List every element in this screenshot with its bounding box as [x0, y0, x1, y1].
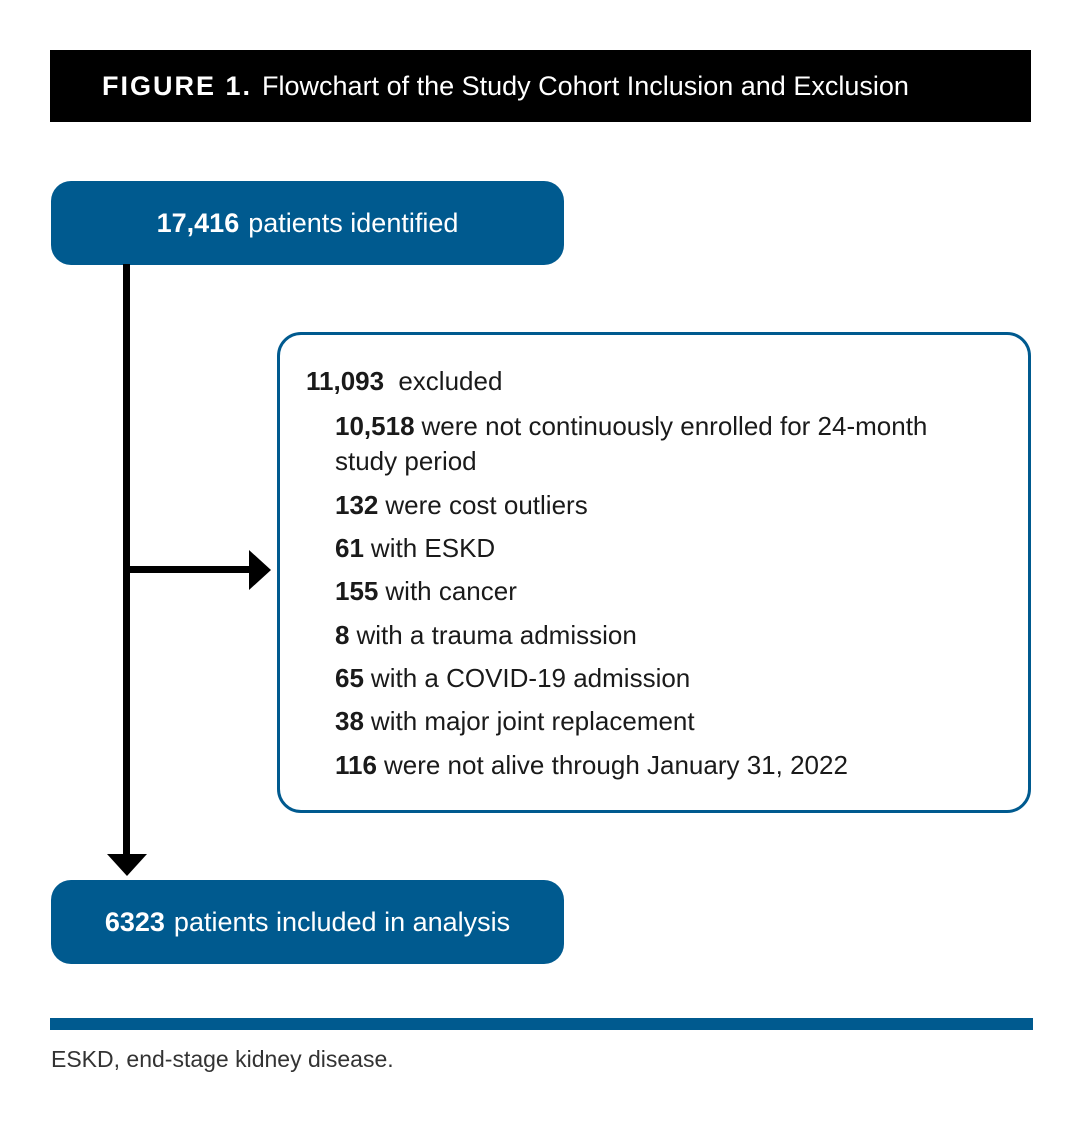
identified-count: 17,416 [156, 207, 240, 238]
included-node [51, 880, 564, 964]
exclusion-reason-count: 132 [335, 490, 379, 520]
flow-connector-vertical [123, 264, 130, 856]
arrow-right-icon [249, 550, 271, 590]
exclusion-reason-count: 65 [335, 663, 364, 693]
exclusion-reason-count: 8 [335, 620, 350, 650]
exclusion-reason-text: were not alive through January 31, 2022 [383, 750, 848, 780]
figure-title-bar [50, 50, 1031, 122]
exclusion-reason-text: with a COVID-19 admission [370, 663, 691, 693]
exclusion-reason-item [335, 488, 588, 523]
exclusion-reason-item [335, 409, 927, 479]
excluded-summary [306, 366, 502, 397]
figure-label: FIGURE 1. [102, 70, 253, 101]
exclusion-reason-item [335, 748, 848, 783]
exclusion-reason-text: with major joint replacement [370, 706, 695, 736]
exclusion-reason-text-continued: study period [335, 446, 477, 476]
exclusion-reason-text: were not continuously enrolled for 24-month [421, 411, 928, 441]
footnote: ESKD, end-stage kidney disease. [51, 1046, 394, 1072]
exclusion-reason-text: with cancer [385, 576, 517, 606]
exclusion-reason-text: with a trauma admission [356, 620, 637, 650]
figure-title: Flowchart of the Study Cohort Inclusion and Exclusion [262, 70, 909, 101]
identified-node [51, 181, 564, 265]
exclusion-reason-count: 10,518 [335, 411, 415, 441]
exclusion-reason-item [335, 704, 695, 739]
exclusion-reason-count: 116 [335, 750, 377, 780]
exclusion-reason-item [335, 618, 637, 653]
flow-connector-horizontal [130, 566, 252, 573]
exclusion-box [277, 332, 1031, 813]
footer-divider [50, 1018, 1033, 1030]
identified-text: patients identified [248, 207, 459, 238]
exclusion-reason-item [335, 531, 495, 566]
exclusion-reason-item [335, 574, 517, 609]
exclusion-reason-text: with ESKD [370, 533, 496, 563]
arrow-down-icon [107, 854, 147, 876]
excluded-text: excluded [398, 366, 503, 396]
exclusion-reason-count: 38 [335, 706, 364, 736]
exclusion-reason-item [335, 661, 690, 696]
excluded-count: 11,093 [306, 366, 385, 396]
exclusion-reason-count: 155 [335, 576, 379, 606]
included-text: patients included in analysis [173, 906, 511, 937]
exclusion-reason-count: 61 [335, 533, 364, 563]
included-count: 6323 [104, 906, 165, 937]
exclusion-reason-text: were cost outliers [385, 490, 588, 520]
